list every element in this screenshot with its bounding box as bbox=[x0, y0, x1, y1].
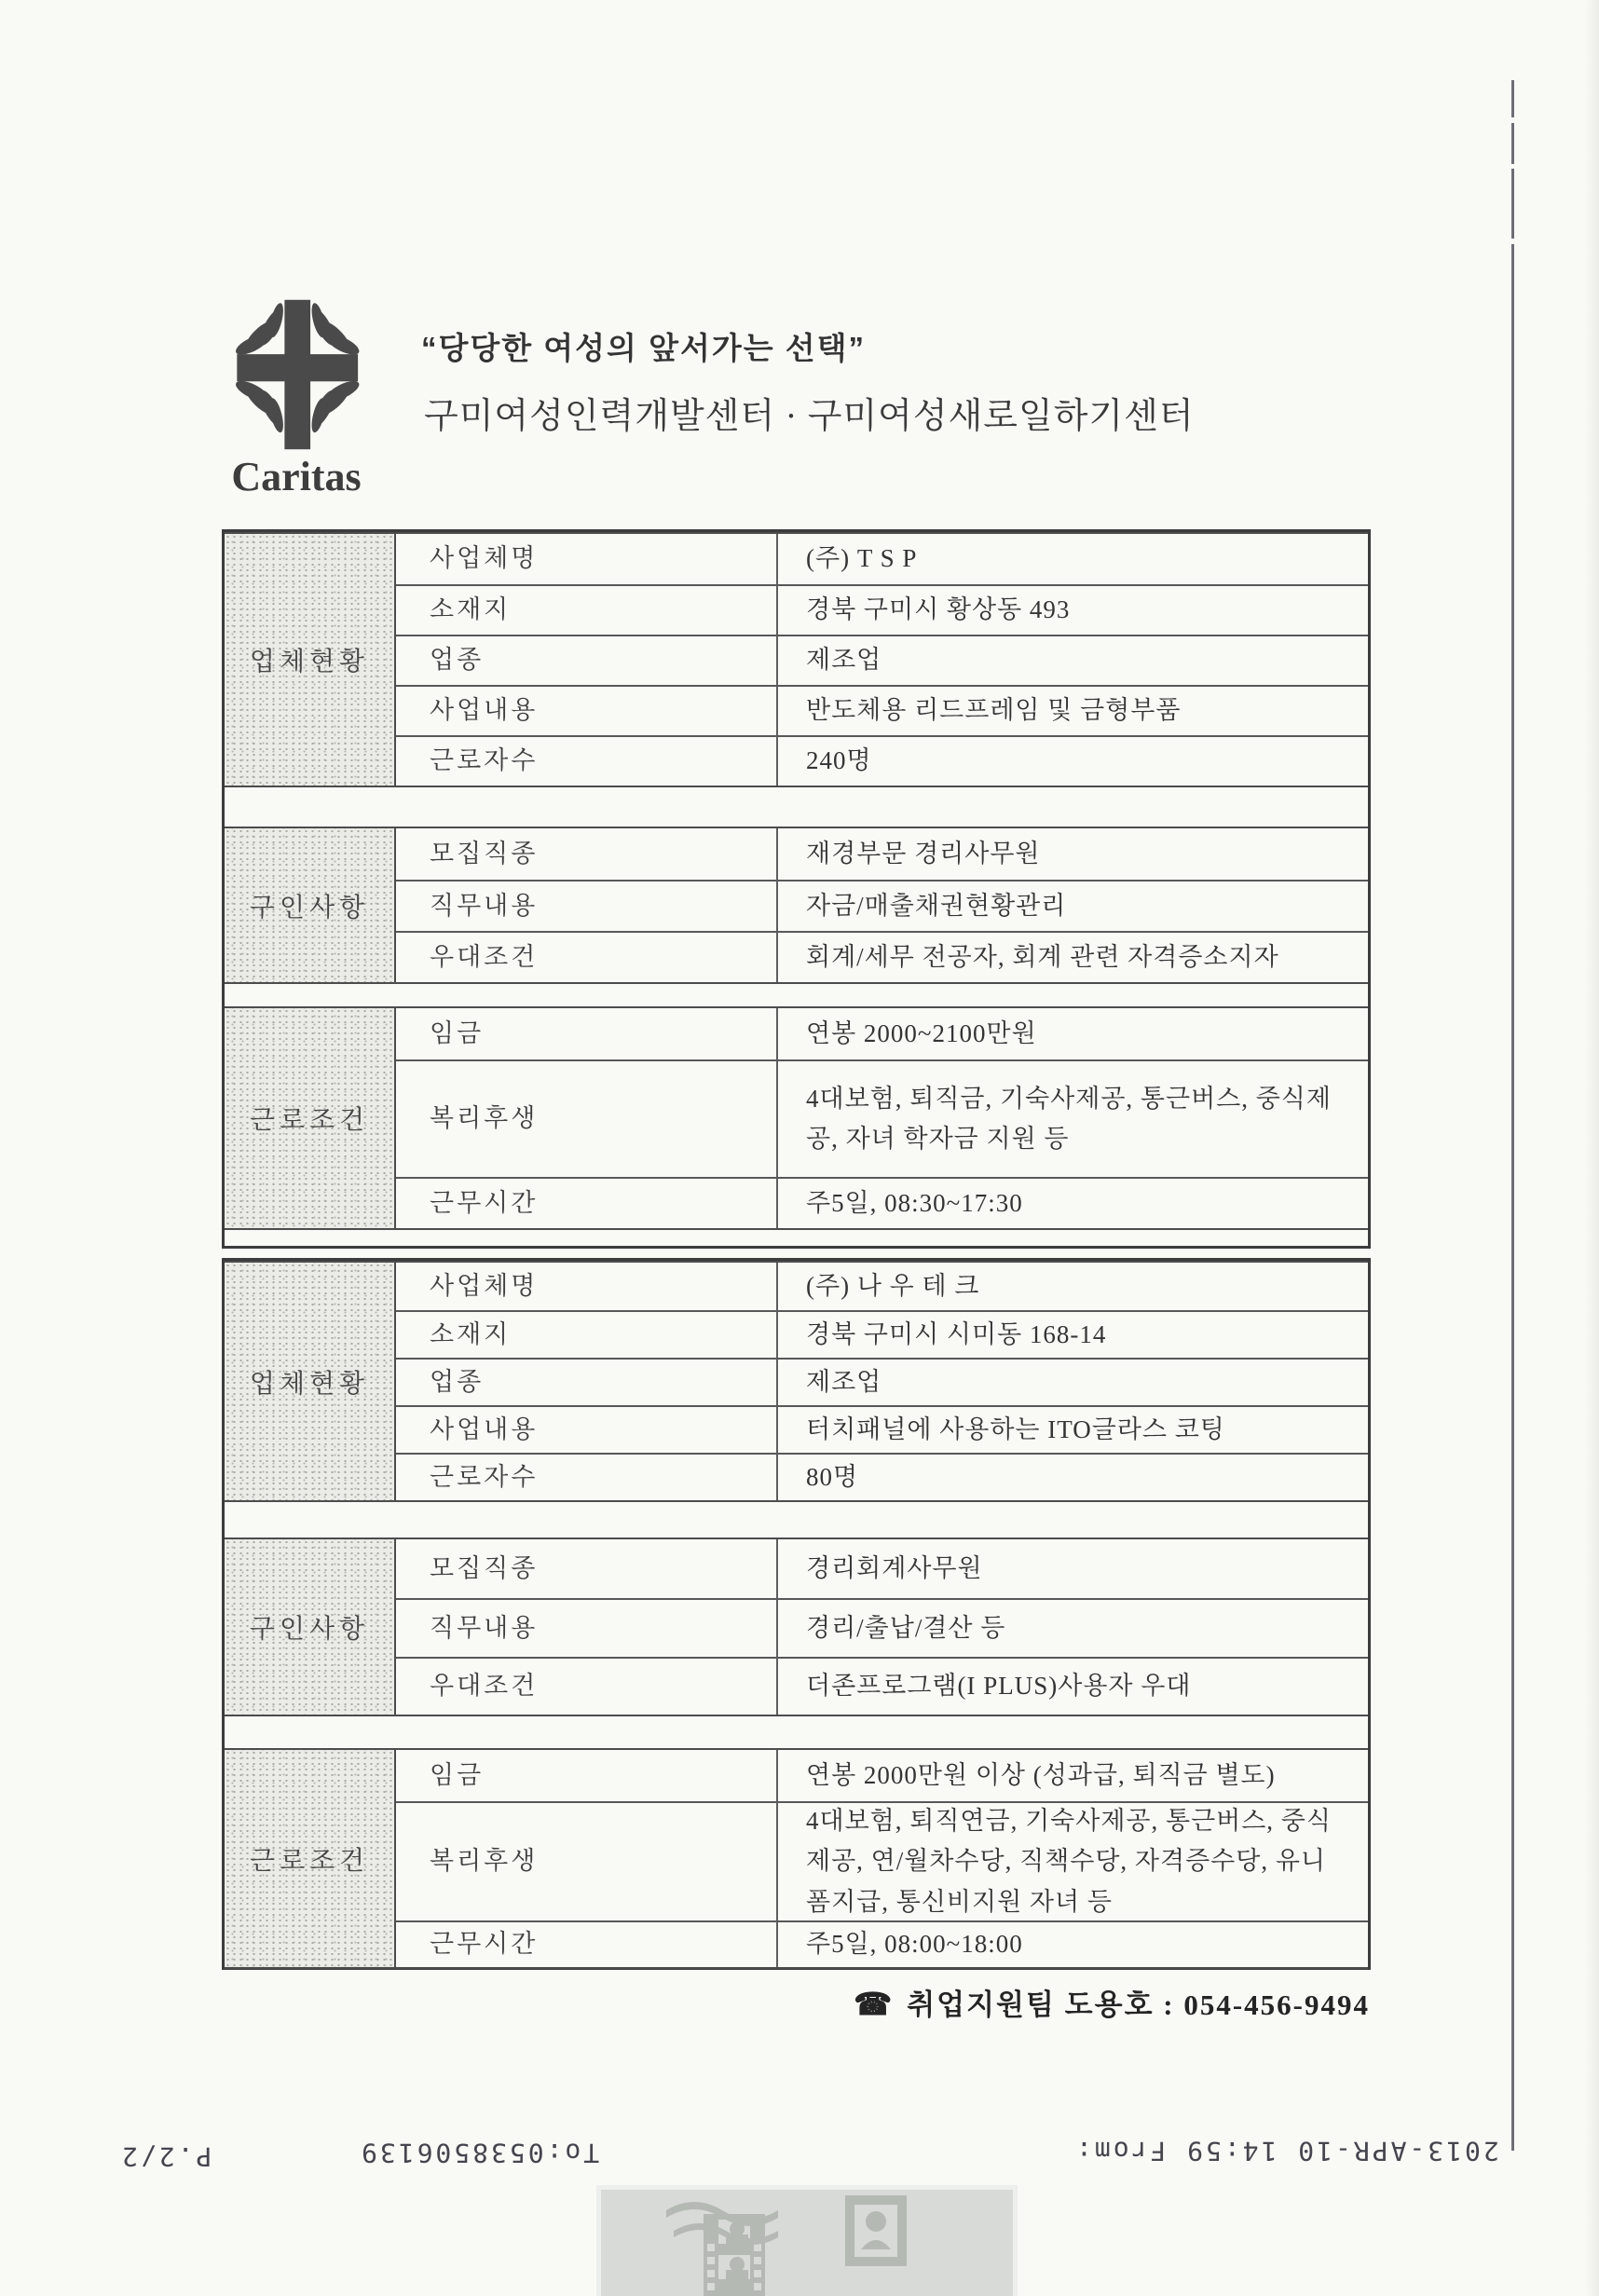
row-value: 더존프로그램(I PLUS)사용자 우대 bbox=[776, 1657, 1368, 1715]
row-value: 80명 bbox=[776, 1453, 1368, 1500]
slogan-text: “당당한 여성의 앞서가는 선택” bbox=[421, 331, 867, 365]
row-value: 4대보험, 퇴직연금, 기숙사제공, 통근버스, 중식제공, 연/월차수당, 직책수당, 자격증수당, 유니폼지급, 통신비지원 자녀 등 bbox=[776, 1801, 1368, 1920]
row-label: 임금 bbox=[430, 1018, 485, 1047]
caritas-cross-icon bbox=[215, 296, 378, 453]
row-label: 업종 bbox=[396, 635, 776, 685]
section-header-label: 구인사항 bbox=[225, 1539, 396, 1715]
row-value: 경북 구미시 황상동 493 bbox=[776, 584, 1368, 635]
row-value: 자금/매출채권현황관리 bbox=[776, 880, 1368, 931]
section-header-label: 근로조건 bbox=[225, 1008, 396, 1228]
section-header-label: 업체현황 bbox=[225, 1263, 396, 1500]
section-header-label: 구인사항 bbox=[225, 828, 396, 982]
row-label: 우대조건 bbox=[396, 931, 776, 982]
row-value: 재경부문 경리사무원 bbox=[776, 828, 1368, 880]
scan-artifact-line bbox=[1511, 80, 1514, 2151]
letterhead bbox=[0, 0, 1599, 522]
job-table-nowtech bbox=[222, 1258, 1371, 1970]
row-value: 제조업 bbox=[776, 635, 1368, 685]
row-value: 주5일, 08:00~18:00 bbox=[776, 1920, 1368, 1967]
row-value: 회계/세무 전공자, 회계 관련 자격증소지자 bbox=[776, 931, 1368, 982]
row-label: 복리후생 bbox=[396, 1801, 776, 1920]
row-label: 모집직종 bbox=[430, 1553, 539, 1582]
row-label: 사업체명 bbox=[430, 1271, 539, 1300]
job-table-tsp bbox=[222, 529, 1371, 1249]
row-label: 사업체명 bbox=[430, 544, 539, 573]
row-value: 반도체용 리드프레임 및 금형부품 bbox=[776, 685, 1368, 735]
row-value: 터치패널에 사용하는 ITO글라스 코팅 bbox=[776, 1405, 1368, 1453]
phone-icon: ☎ bbox=[854, 1988, 895, 2022]
row-value: 제조업 bbox=[776, 1358, 1368, 1405]
row-label: 사업내용 bbox=[396, 1405, 776, 1453]
caritas-wordmark: Caritas bbox=[231, 454, 362, 499]
table-section bbox=[225, 1748, 1368, 1969]
table-section bbox=[225, 1538, 1368, 1716]
fax-page-number: P.2/2 bbox=[119, 2141, 212, 2172]
row-value: 경리회계사무원 bbox=[776, 1539, 1368, 1598]
row-label: 모집직종 bbox=[430, 839, 539, 868]
row-value: 경북 구미시 시미동 168-14 bbox=[776, 1310, 1368, 1358]
row-label: 근로자수 bbox=[396, 1453, 776, 1500]
contact-text: 취업지원팀 도용호 : 054-456-9494 bbox=[907, 1988, 1370, 2021]
row-value: 경리/출납/결산 등 bbox=[776, 1598, 1368, 1657]
fax-to-number: To:0538506139 bbox=[359, 2138, 600, 2168]
film-strip-icon bbox=[601, 2190, 1013, 2296]
row-label: 근로자수 bbox=[396, 735, 776, 786]
organization-name: 구미여성인력개발센터 · 구미여성새로일하기센터 bbox=[424, 397, 1195, 436]
row-label: 근무시간 bbox=[396, 1177, 776, 1228]
row-value: 연봉 2000만원 이상 (성과급, 퇴직금 별도) bbox=[776, 1750, 1368, 1801]
row-label: 우대조건 bbox=[396, 1657, 776, 1715]
table-section bbox=[225, 827, 1368, 984]
row-value: 4대보험, 퇴직금, 기숙사제공, 통근버스, 중식제공, 자녀 학자금 지원 등 bbox=[776, 1059, 1368, 1177]
table-section bbox=[225, 1261, 1368, 1502]
row-value: 연봉 2000~2100만원 bbox=[776, 1008, 1368, 1059]
fax-datetime: 2013-APR-10 14:59 From: bbox=[1073, 2136, 1499, 2166]
row-value: (주) T S P bbox=[776, 534, 1368, 584]
table-section bbox=[225, 1006, 1368, 1230]
table-section bbox=[225, 532, 1368, 787]
row-label: 직무내용 bbox=[396, 880, 776, 931]
row-label: 소재지 bbox=[396, 1310, 776, 1358]
row-label: 업종 bbox=[396, 1358, 776, 1405]
row-label: 근무시간 bbox=[396, 1920, 776, 1967]
row-label: 직무내용 bbox=[396, 1598, 776, 1657]
section-header-label: 업체현황 bbox=[225, 534, 396, 786]
row-label: 소재지 bbox=[396, 584, 776, 635]
row-label: 사업내용 bbox=[396, 685, 776, 735]
row-value: (주) 나 우 테 크 bbox=[776, 1263, 1368, 1310]
section-header-label: 근로조건 bbox=[225, 1750, 396, 1967]
row-label: 임금 bbox=[430, 1760, 485, 1789]
contact-line bbox=[854, 1981, 1370, 2023]
row-label: 복리후생 bbox=[396, 1059, 776, 1177]
row-value: 240명 bbox=[776, 735, 1368, 786]
faint-photo-placeholder bbox=[601, 2190, 1013, 2296]
row-value: 주5일, 08:30~17:30 bbox=[776, 1177, 1368, 1228]
caritas-logo bbox=[212, 296, 380, 500]
